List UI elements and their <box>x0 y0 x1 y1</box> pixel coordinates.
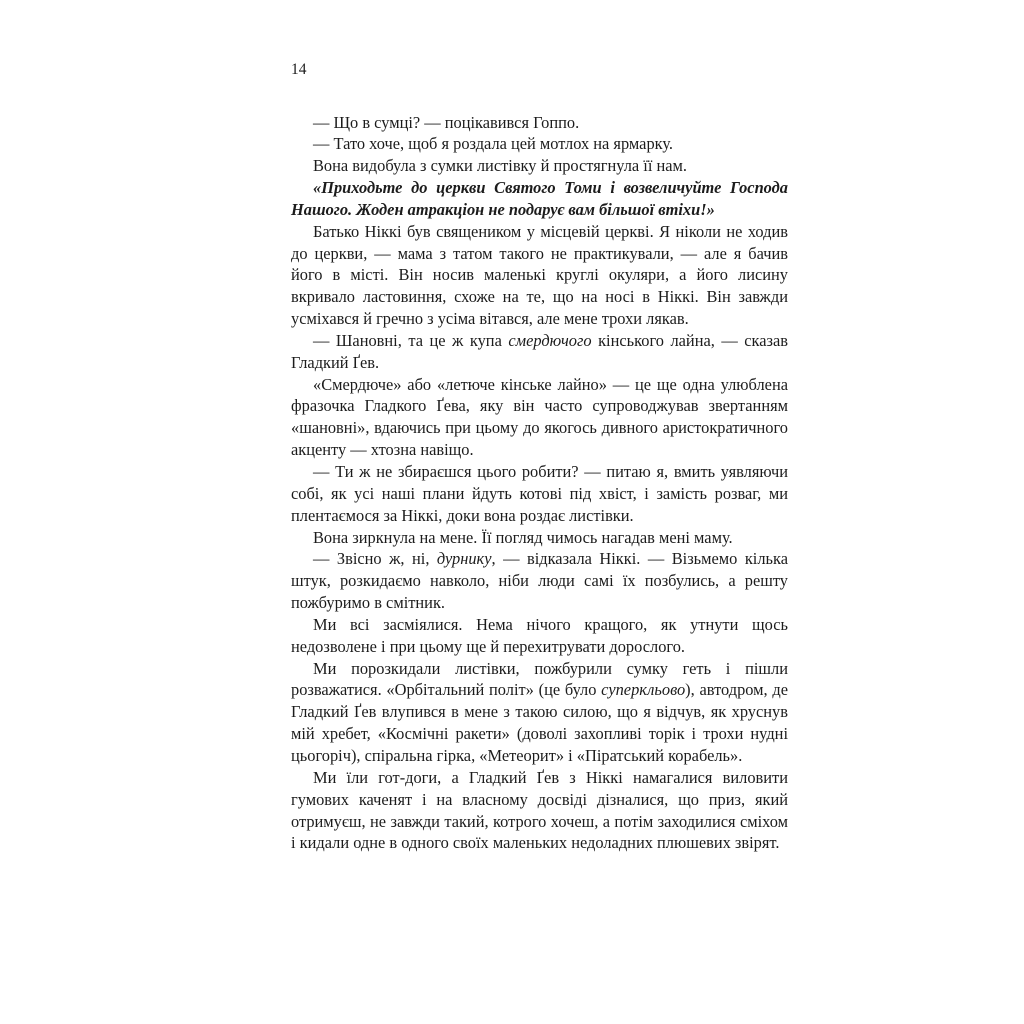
emphasized-text: дурнику <box>436 549 492 569</box>
paragraph <box>291 177 788 221</box>
paragraph <box>291 133 788 155</box>
paragraph <box>291 330 788 374</box>
emphasized-text: смердючого <box>508 330 592 350</box>
body-text-segment: — Що в сумці? — поцікавився Гоппо. <box>313 112 580 132</box>
body-text-segment: , — відказала Ніккі. — Візьмемо кілька штук, розкидаємо навколо, ніби люди самі їх позбулись, а решту пожбуримо в смітник. <box>291 549 789 613</box>
emphasized-text: суперкльово <box>601 680 686 700</box>
body-text-segment: — Шановні, та це ж купа <box>313 330 509 350</box>
body-text-segment: Ми їли гот-доги, а Гладкий Ґев з Ніккі намагалися виловити гумових каченят і на власному досвіді дізналися, що приз, який отримуєш, не завжди такий, котрого хочеш, а потім заходилися сміхом і кидали одне в одного своїх маленьких недоладних плюшевих звірят. <box>291 767 788 853</box>
paragraph <box>291 548 788 614</box>
paragraph <box>291 374 788 461</box>
paragraph <box>291 221 788 330</box>
paragraph <box>291 112 788 134</box>
body-text-segment: ), автодром, де Гладкий Ґев влупився в мене з такою силою, що я відчув, як хруснув мій хребет, «Космічні ракети» (доволі захопливі торік і трохи нудні цьогоріч), спіральна гірка, «Метеорит» і «Піратський корабель». <box>291 680 788 765</box>
page-text <box>291 112 788 855</box>
paragraph <box>291 527 788 549</box>
paragraph <box>291 155 788 177</box>
body-text-segment: кінського лайна, — сказав Гладкий Ґев. <box>291 330 789 372</box>
paragraph <box>291 658 788 767</box>
body-text-segment: Вона зиркнула на мене. Її погляд чимось нагадав мені маму. <box>313 527 733 547</box>
body-text-segment: — Звісно ж, ні, <box>313 549 437 569</box>
text-block <box>291 62 788 854</box>
body-text-segment: «Смердюче» або «летюче кінське лайно» — це ще одна улюблена фразочка Гладкого Ґева, яку він часто супроводжував звертанням «шановні», вдаючись при цьому до якогось дивного аристократичного акценту — хтозна навіщо. <box>291 374 788 460</box>
body-text-segment: Ми порозкидали листівки, пожбурили сумку геть і пішли розважатися. «Орбітальний політ» (це було <box>291 658 788 700</box>
paragraph <box>291 614 788 658</box>
page-number: 14 <box>291 61 307 78</box>
body-text-segment: Вона видобула з сумки листівку й простягнула її нам. <box>313 156 688 176</box>
body-text-segment: — Ти ж не збираєшся цього робити? — питаю я, вмить уявляючи собі, як усі наші плани йдуть котові під хвіст, і замість розваг, ми плентаємося за Ніккі, доки вона роздає листівки. <box>291 462 788 525</box>
paragraph <box>291 767 788 854</box>
emphasized-text: «Приходьте до церкви Святого Томи і возвеличуйте Господа Нашого. Жоден атракціон не подарує вам більшої втіхи!» <box>291 178 788 219</box>
body-text-segment: Батько Ніккі був священиком у місцевій церкві. Я ніколи не ходив до церкви, — мама з татом такого не практикували, — але я бачив його в місті. Він носив маленькі круглі окуляри, а його лисину вкривало ластовиння, схоже на те, що на носі в Ніккі. Він завжди усміхався й гречно з усіма вітався, але мене трохи лякав. <box>291 221 788 329</box>
body-text-segment: — Тато хоче, щоб я роздала цей мотлох на ярмарку. <box>313 134 674 154</box>
body-text-segment: Ми всі засміялися. Нема нічого кращого, як утнути щось недозволене і при цьому ще й перехитрувати дорослого. <box>291 614 788 656</box>
paragraph <box>291 461 788 527</box>
